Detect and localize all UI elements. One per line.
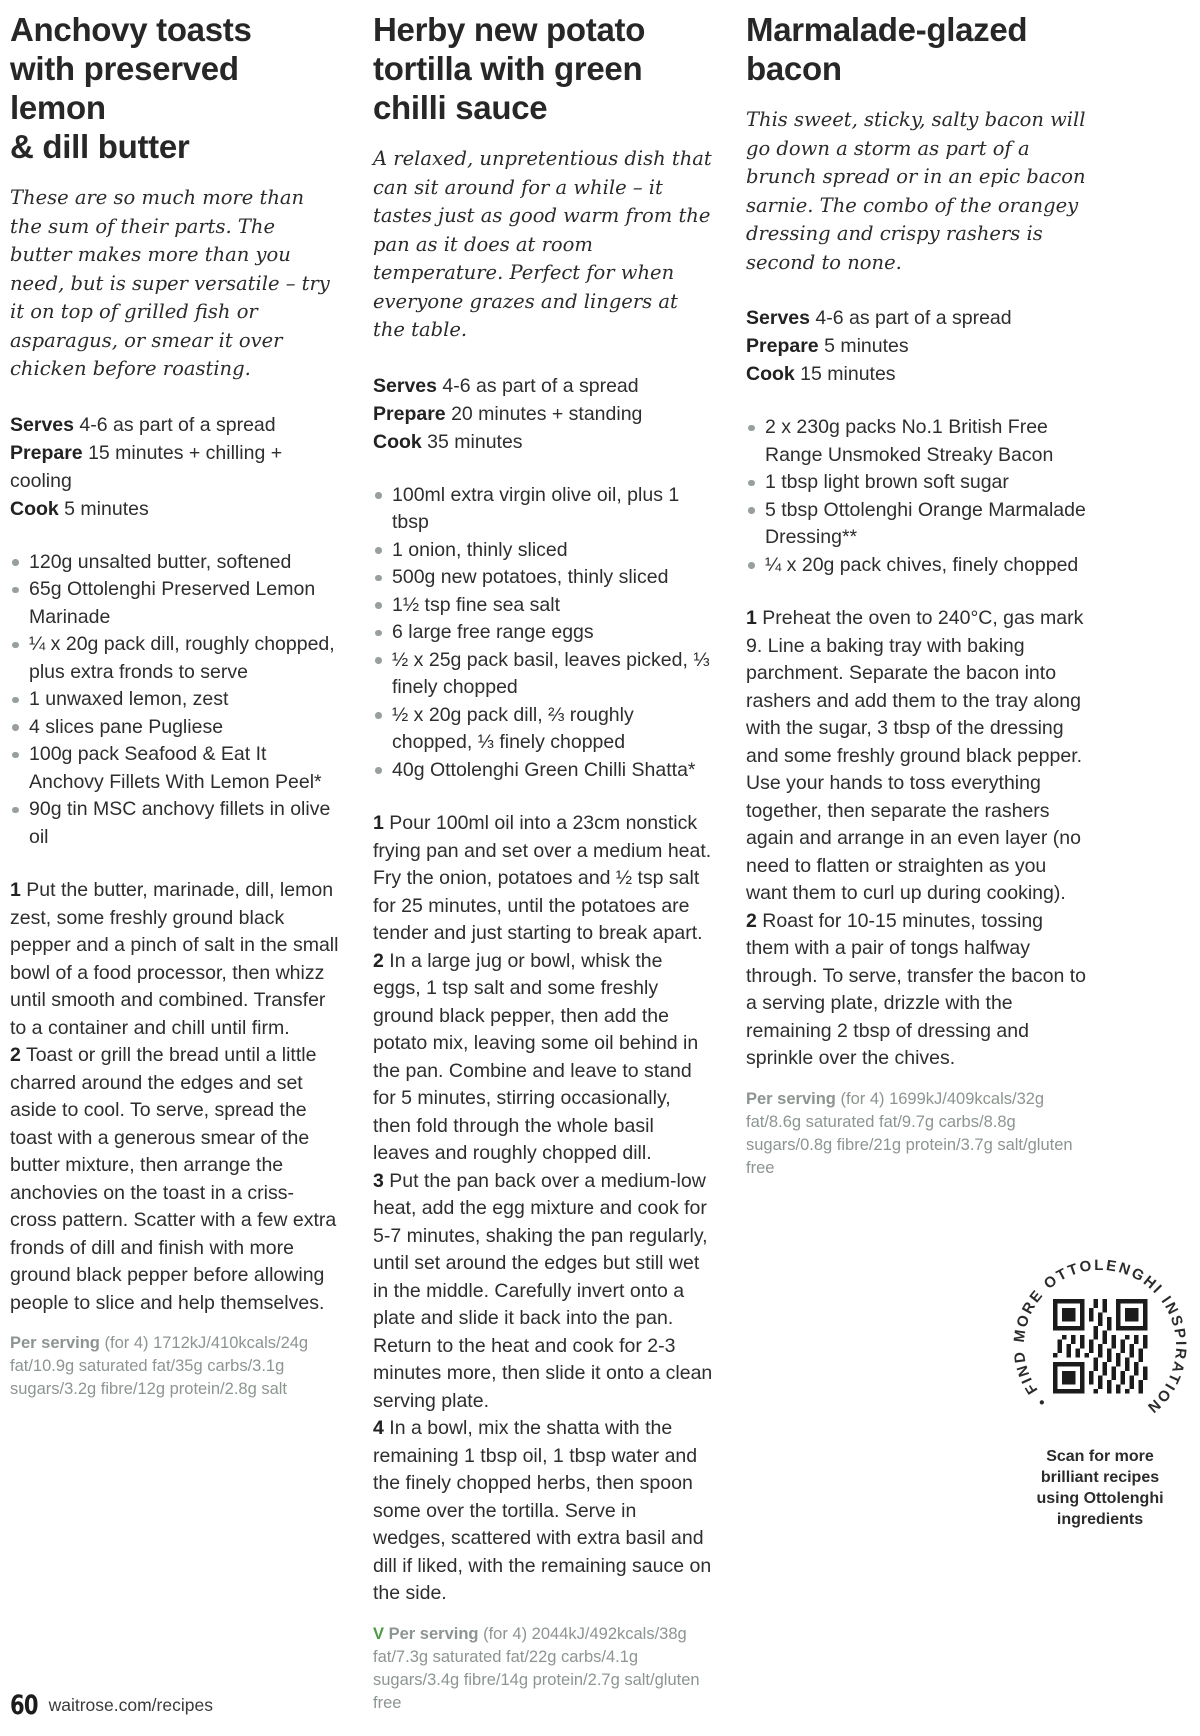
cook-value: 35 minutes — [427, 430, 523, 453]
per-serving-label: Per serving — [10, 1334, 100, 1352]
step-number: 4 — [373, 1417, 384, 1439]
method-step — [373, 1415, 713, 1608]
page-number: 60 — [10, 1690, 38, 1721]
step-text: Toast or grill the bread until a little charred around the edges and set aside to cool. To serve, spread the toast with a generous smear of the butter mixture, then arrange the anchovies on the toast in a criss-cross pattern. Scatter with a few extra fronds of dill and finish with more ground black pepper before allowing people to slice and help themselves. — [10, 1044, 337, 1314]
cook-label: Cook — [746, 363, 795, 385]
step-text: Pour 100ml oil into a 23cm nonstick frying pan and set over a medium heat. Fry the onion, potatoes and ½ tsp salt for 25 minutes, until the potatoes are tender and just starting to break apart. — [373, 812, 712, 944]
step-number: 1 — [746, 607, 757, 629]
cook-line — [746, 360, 1091, 388]
per-serving-note — [373, 1623, 713, 1715]
ingredient-item: 1 unwaxed lemon, zest — [10, 686, 340, 714]
ingredient-list — [373, 482, 713, 785]
step-number: 2 — [373, 949, 384, 972]
step-number: 1 — [373, 812, 384, 834]
recipe-meta — [373, 372, 713, 456]
recipe-title — [746, 10, 1091, 88]
recipe-title — [373, 10, 713, 127]
qr-promo-block — [1002, 1248, 1198, 1530]
recipe-intro: These are so much more than the sum of their parts. The butter makes more than you need, but is super versatile – try it on top of grilled fish or asparagus, or smear it over chicken before roasting. — [10, 186, 330, 380]
step-text: Roast for 10-15 minutes, tossing them with a pair of tongs halfway through. To serve, transfer the bacon to a serving plate, drizzle with the remaining 2 tbsp of dressing and sprinkle over the chives. — [746, 909, 1087, 1069]
recipe-meta — [746, 304, 1091, 388]
prepare-label: Prepare — [10, 441, 83, 464]
per-serving-label: Per serving — [388, 1624, 479, 1643]
prepare-label: Prepare — [746, 335, 819, 357]
qr-caption — [1010, 1446, 1190, 1530]
cook-value: 15 minutes — [800, 363, 896, 385]
method-step — [10, 1042, 340, 1317]
title-line: with preserved lemon — [10, 50, 239, 126]
serves-line — [10, 411, 340, 439]
step-number: 3 — [373, 1169, 384, 1192]
ingredient-item: ½ x 25g pack basil, leaves picked, ⅓ finely chopped — [373, 647, 713, 702]
qr-caption-line: using Ottolenghi — [1036, 1490, 1164, 1507]
title-line: tortilla with green — [373, 50, 643, 87]
step-number: 1 — [10, 879, 21, 901]
ingredient-list — [10, 549, 340, 852]
qr-caption-line: ingredients — [1056, 1511, 1144, 1528]
prepare-line — [746, 332, 1091, 360]
cook-label: Cook — [10, 497, 59, 520]
method-step — [746, 605, 1091, 908]
method — [373, 810, 713, 1608]
title-line: Anchovy toasts — [10, 11, 252, 48]
per-serving-note — [746, 1088, 1091, 1180]
ingredient-item: ¼ x 20g pack chives, finely chopped — [746, 552, 1091, 580]
recipe-column-potato-tortilla — [373, 10, 713, 1715]
title-line: chilli sauce — [373, 89, 548, 126]
method-step — [373, 1168, 713, 1416]
title-line: Marmalade-glazed — [746, 11, 1028, 48]
prepare-value: 15 minutes + chilling + cooling — [10, 441, 283, 492]
title-line: Herby new potato — [373, 11, 646, 48]
step-text: In a bowl, mix the shatta with the remaining 1 tbsp oil, 1 tbsp water and the finely chopped herbs, then spoon some over the tortilla. Serve in wedges, scattered with extra basil and dill if liked, with the remaining sauce on the side. — [373, 1417, 712, 1604]
method-step — [373, 810, 713, 948]
ingredient-item: 90g tin MSC anchovy fillets in olive oil — [10, 796, 340, 851]
prepare-line — [373, 400, 713, 428]
ingredient-item: 40g Ottolenghi Green Chilli Shatta* — [373, 757, 713, 785]
recipe-column-anchovy-toasts — [10, 10, 340, 1715]
prepare-line — [10, 439, 340, 495]
prepare-label: Prepare — [373, 402, 446, 425]
cook-line — [373, 428, 713, 456]
method-step — [10, 877, 340, 1042]
cook-line — [10, 495, 340, 523]
cook-value: 5 minutes — [64, 497, 149, 520]
recipe-columns — [10, 10, 1091, 1715]
ingredient-item: 2 x 230g packs No.1 British Free Range Unsmoked Streaky Bacon — [746, 414, 1091, 469]
qr-caption-line: brilliant recipes — [1040, 1469, 1160, 1486]
ingredient-item: 5 tbsp Ottolenghi Orange Marmalade Dressing** — [746, 497, 1091, 552]
step-number: 2 — [746, 909, 757, 932]
cook-label: Cook — [373, 430, 422, 453]
per-serving-values: (for 4) 2044kJ/492kcals/38g fat/7.3g saturated fat/22g carbs/4.1g sugars/3.4g fibre/14g protein/2.7g salt/gluten free — [373, 1624, 700, 1712]
ingredient-item: 500g new potatoes, thinly sliced — [373, 564, 713, 592]
ingredient-item: 4 slices pane Pugliese — [10, 714, 340, 742]
ingredient-item: 100g pack Seafood & Eat It Anchovy Fillets With Lemon Peel* — [10, 741, 340, 796]
prepare-value: 5 minutes — [824, 335, 909, 357]
per-serving-label: Per serving — [746, 1089, 836, 1108]
ingredient-item: 6 large free range eggs — [373, 619, 713, 647]
serves-label: Serves — [373, 374, 437, 397]
method — [746, 605, 1091, 1073]
recipe-intro: A relaxed, unpretentious dish that can sit around for a while – it tastes just as good warm from the pan as it does at room temperature. Perfect for when everyone grazes and lingers at the table. — [373, 147, 712, 341]
step-text: Put the butter, marinade, dill, lemon zest, some freshly ground black pepper and a pinch of salt in the small bowl of a food processor, then whizz until smooth and combined. Transfer to a container and chill until firm. — [10, 879, 339, 1039]
page-footer — [10, 1690, 213, 1721]
serves-label: Serves — [10, 413, 74, 436]
qr-ring-text: • FIND MORE OTTOLENGHI INSPIRATION — [1010, 1256, 1190, 1418]
per-serving-values: (for 4) 1699kJ/409kcals/32g fat/8.6g saturated fat/9.7g carbs/8.8g sugars/0.8g fibre/21g protein/3.7g salt/gluten free — [746, 1089, 1073, 1177]
step-number: 2 — [10, 1044, 21, 1066]
qr-code-with-ring-text — [1002, 1248, 1198, 1444]
ingredient-item: ½ x 20g pack dill, ⅔ roughly chopped, ⅓ finely chopped — [373, 702, 713, 757]
ingredient-item: 1 tbsp light brown soft sugar — [746, 469, 1091, 497]
ingredient-item: 1 onion, thinly sliced — [373, 537, 713, 565]
ingredient-item: 65g Ottolenghi Preserved Lemon Marinade — [10, 576, 340, 631]
ingredient-item: 100ml extra virgin olive oil, plus 1 tbsp — [373, 482, 713, 537]
serves-line — [373, 372, 713, 400]
serves-label: Serves — [746, 307, 810, 329]
step-text: Put the pan back over a medium-low heat, add the egg mixture and cook for 5-7 minutes, shaking the pan regularly, until set around the edges but still wet in the middle. Carefully invert onto a plate and slide it back into the pan. Return to the heat and cook for 2-3 minutes more, then slide it onto a clean serving plate. — [373, 1169, 713, 1412]
qr-caption-line: Scan for more — [1046, 1448, 1154, 1465]
serves-line — [746, 304, 1091, 332]
ingredient-item: ¼ x 20g pack dill, roughly chopped, plus extra fronds to serve — [10, 631, 340, 686]
serves-value: 4-6 as part of a spread — [815, 307, 1012, 329]
ingredient-item: 1½ tsp fine sea salt — [373, 592, 713, 620]
prepare-value: 20 minutes + standing — [451, 402, 643, 425]
method — [10, 877, 340, 1317]
recipe-intro: This sweet, sticky, salty bacon will go down a storm as part of a brunch spread or in an epic bacon sarnie. The combo of the orangey dressing and crispy rashers is second to none. — [746, 108, 1086, 274]
per-serving-note — [10, 1332, 340, 1401]
title-line: & dill butter — [10, 128, 190, 165]
recipe-meta — [10, 411, 340, 523]
step-text: Preheat the oven to 240°C, gas mark 9. Line a baking tray with baking parchment. Separate the bacon into rashers and add them to the tray along with the sugar, 3 tbsp of the dressing and some freshly ground black pepper. Use your hands to toss everything together, then separate the rashers again and arrange in an even layer (no need to flatten or straighten as you want them to curl up during cooking). — [746, 607, 1084, 904]
footer-site-url: waitrose.com/recipes — [48, 1695, 213, 1715]
vegetarian-v-badge: V — [373, 1624, 385, 1643]
serves-value: 4-6 as part of a spread — [442, 374, 639, 397]
title-line: bacon — [746, 50, 842, 87]
ingredient-item: 120g unsalted butter, softened — [10, 549, 340, 577]
qr-code — [1053, 1299, 1148, 1394]
serves-value: 4-6 as part of a spread — [79, 413, 276, 436]
per-serving-values: (for 4) 1712kJ/410kcals/24g fat/10.9g saturated fat/35g carbs/3.1g sugars/3.2g fibre/12g protein/2.8g salt — [10, 1334, 309, 1398]
step-text: In a large jug or bowl, whisk the eggs, 1 tsp salt and some freshly ground black pepper, then add the potato mix, leaving some oil behind in the pan. Combine and leave to stand for 5 minutes, stirring occasionally, then fold through the whole basil leaves and roughly chopped dill. — [373, 949, 699, 1164]
ingredient-list — [746, 414, 1091, 579]
method-step — [746, 908, 1091, 1073]
recipe-title — [10, 10, 340, 166]
method-step — [373, 948, 713, 1168]
